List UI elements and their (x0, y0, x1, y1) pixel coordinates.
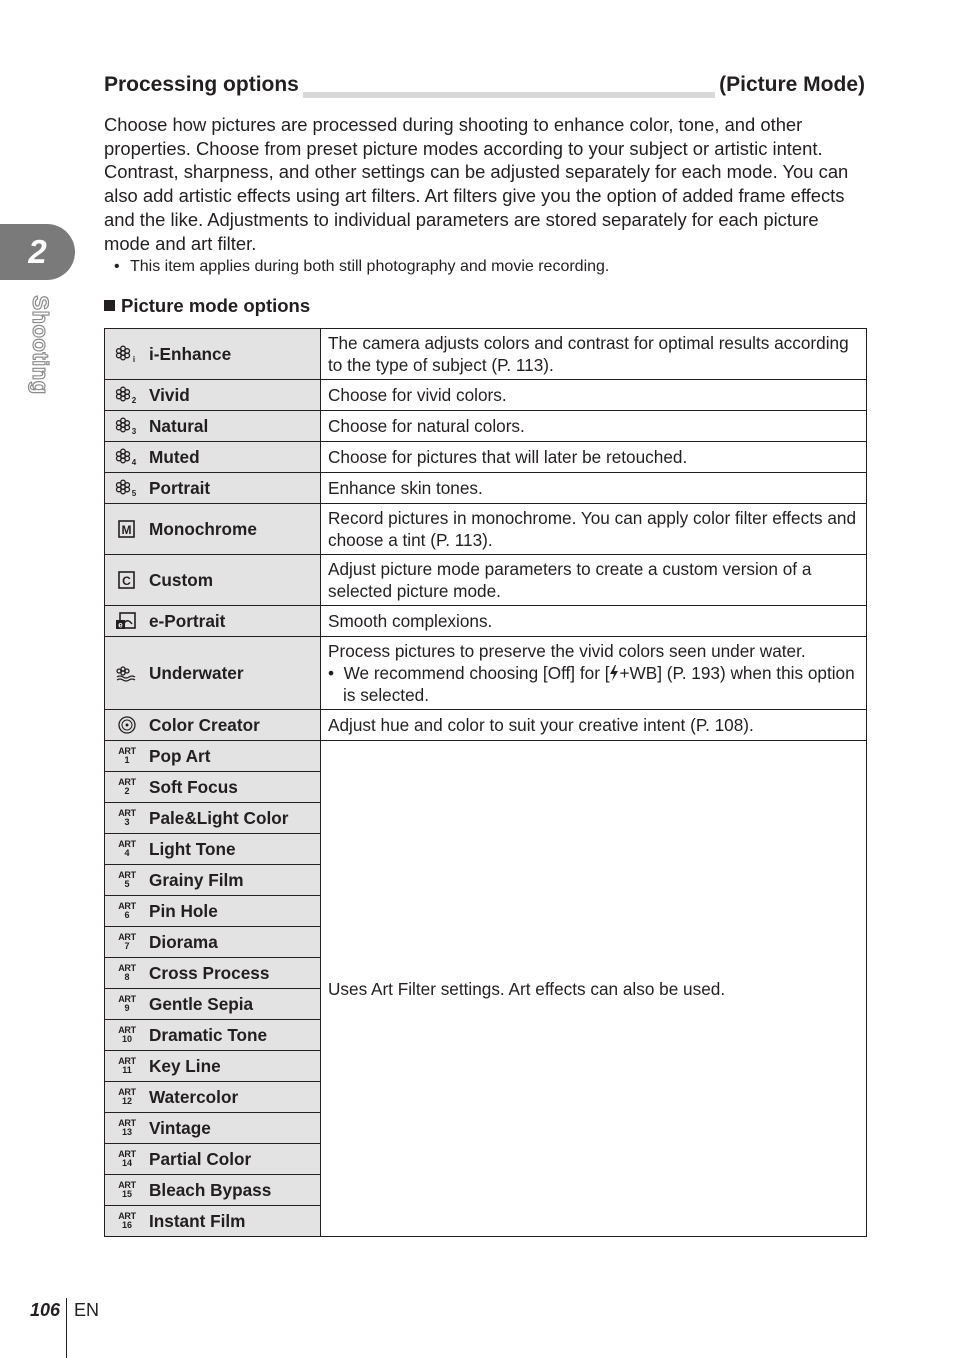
art-badge-text: ART (118, 1211, 136, 1222)
mode-name: i-Enhance (149, 343, 232, 364)
mode-name-cell (105, 442, 321, 473)
art-filter-icon (115, 995, 139, 1013)
vivid-icon (115, 385, 139, 405)
mode-name-cell (105, 927, 321, 958)
heading-mode-label: (Picture Mode) (715, 72, 865, 98)
note-text: This item applies during both still photography and movie recording. (130, 258, 610, 275)
mode-name-cell (105, 1144, 321, 1175)
mode-desc-cell (321, 710, 867, 741)
mode-name: Color Creator (149, 714, 260, 735)
subheading (104, 295, 310, 317)
art-filter-icon (115, 840, 139, 858)
mode-desc-cell (321, 329, 867, 380)
mode-name-cell (105, 710, 321, 741)
mode-name: Custom (149, 569, 213, 590)
art-filter-name: Watercolor (149, 1086, 239, 1107)
monochrome-icon (115, 519, 139, 539)
muted-icon (115, 447, 139, 467)
svg-text:i: i (132, 355, 136, 365)
mode-desc-cell (321, 442, 867, 473)
art-filter-icon (115, 933, 139, 951)
mode-desc-cell (321, 637, 867, 710)
mode-name-cell (105, 473, 321, 504)
art-filter-name: Light Tone (149, 838, 236, 859)
art-filter-number: 14 (121, 1158, 132, 1169)
underwater-icon (115, 663, 139, 683)
mode-name-cell (105, 504, 321, 555)
mode-name-cell (105, 1206, 321, 1237)
natural-icon (115, 416, 139, 436)
mode-name-cell (105, 637, 321, 710)
custom-icon (115, 570, 139, 590)
art-filter-number: 8 (124, 972, 130, 983)
mode-name: Natural (149, 415, 209, 436)
art-filter-name: Soft Focus (149, 776, 238, 797)
table-row (105, 380, 867, 411)
art-filter-number: 13 (121, 1127, 132, 1138)
art-filter-icon (115, 1181, 139, 1199)
table-row (105, 606, 867, 637)
art-filter-name: Bleach Bypass (149, 1179, 272, 1200)
art-filter-name: Key Line (149, 1055, 221, 1076)
svg-text:4: 4 (131, 458, 137, 468)
square-bullet-icon (104, 300, 115, 311)
art-badge-text: ART (118, 1180, 136, 1191)
table-row (105, 329, 867, 380)
mode-desc-cell (321, 380, 867, 411)
art-filter-name: Pop Art (149, 745, 211, 766)
picture-mode-table (104, 328, 867, 1237)
mode-desc-cell (321, 606, 867, 637)
mode-name-cell (105, 834, 321, 865)
table-row (105, 741, 867, 772)
art-filter-icon (115, 871, 139, 889)
art-filter-icon (115, 809, 139, 827)
mode-desc-text: Adjust picture mode parameters to create a custom version of a selected picture mode. (328, 559, 812, 601)
art-filter-name: Pin Hole (149, 900, 218, 921)
table-row (105, 473, 867, 504)
mode-desc-text: Adjust hue and color to suit your creative intent (P. 108). (328, 715, 754, 735)
mode-name-cell (105, 411, 321, 442)
art-filter-number: 5 (124, 879, 130, 890)
art-filter-desc: Uses Art Filter settings. Art effects can also be used. (328, 978, 726, 999)
bullet-icon: • (114, 258, 120, 275)
table-row (105, 710, 867, 741)
art-filter-icon (115, 1150, 139, 1168)
svg-text:3: 3 (131, 427, 137, 437)
art-filter-number: 12 (121, 1096, 132, 1107)
svg-text:C: C (122, 574, 131, 589)
table-row (105, 555, 867, 606)
art-filter-number: 16 (121, 1220, 132, 1231)
mode-desc-cell (321, 555, 867, 606)
mode-name-cell (105, 329, 321, 380)
art-badge-text: ART (118, 1118, 136, 1129)
art-badge-text: ART (118, 963, 136, 974)
art-filter-number: 3 (124, 817, 130, 828)
art-filter-name: Partial Color (149, 1148, 252, 1169)
mode-name: Monochrome (149, 518, 257, 539)
i-enhance-icon (115, 344, 139, 364)
art-badge-text: ART (118, 1025, 136, 1036)
art-badge-text: ART (118, 994, 136, 1005)
art-filter-name: Vintage (149, 1117, 211, 1138)
flash-icon (609, 665, 619, 681)
mode-name-cell (105, 380, 321, 411)
art-filter-name: Instant Film (149, 1210, 246, 1231)
art-filter-name: Pale&Light Color (149, 807, 289, 828)
art-badge-text: ART (118, 870, 136, 881)
art-filter-icon (115, 1057, 139, 1075)
art-filter-number: 2 (124, 786, 130, 797)
svg-text:2: 2 (131, 396, 137, 406)
subheading-text: Picture mode options (121, 295, 311, 316)
art-filter-icon (115, 964, 139, 982)
art-filter-name: Dramatic Tone (149, 1024, 268, 1045)
chapter-tab (0, 224, 75, 280)
art-badge-text: ART (118, 839, 136, 850)
art-filter-number: 1 (124, 755, 130, 766)
mode-name-cell (105, 555, 321, 606)
mode-name: Vivid (149, 384, 190, 405)
art-filter-number: 15 (121, 1189, 132, 1200)
table-row (105, 637, 867, 710)
portrait-icon (115, 478, 139, 498)
art-filter-number: 10 (121, 1034, 132, 1045)
art-badge-text: ART (118, 901, 136, 912)
mode-name-cell (105, 958, 321, 989)
page-number: 106 (30, 1300, 61, 1320)
footer-divider (66, 1298, 67, 1358)
art-badge-text: ART (118, 746, 136, 757)
e-portrait-icon (115, 611, 139, 631)
mode-desc-text: Choose for vivid colors. (328, 385, 507, 405)
art-filter-icon (115, 1212, 139, 1230)
mode-name-cell (105, 1020, 321, 1051)
mode-name: e-Portrait (149, 610, 226, 631)
art-filter-desc-cell (321, 741, 867, 1237)
mode-name-cell (105, 989, 321, 1020)
art-badge-text: ART (118, 1087, 136, 1098)
table-row (105, 411, 867, 442)
mode-desc-text: Record pictures in monochrome. You can apply color filter effects and choose a tint (P. 113). (328, 508, 857, 550)
mode-desc-text: The camera adjusts colors and contrast for optimal results according to the type of subject (P. 113). (328, 333, 849, 375)
art-badge-text: ART (118, 1056, 136, 1067)
art-filter-number: 6 (124, 910, 130, 921)
table-row (105, 504, 867, 555)
art-filter-name: Gentle Sepia (149, 993, 254, 1014)
mode-desc-cell (321, 411, 867, 442)
mode-desc-text: Choose for pictures that will later be retouched. (328, 447, 688, 467)
mode-name: Portrait (149, 477, 211, 498)
art-filter-icon (115, 1026, 139, 1044)
art-badge-text: ART (118, 777, 136, 788)
art-filter-icon (115, 1119, 139, 1137)
picture-mode-table-body (105, 329, 867, 1237)
mode-desc-bullets (328, 662, 858, 706)
mode-name-cell (105, 772, 321, 803)
art-filter-icon (115, 747, 139, 765)
mode-name-cell (105, 1051, 321, 1082)
svg-text:M: M (121, 523, 132, 538)
table-row (105, 442, 867, 473)
mode-name-cell (105, 1113, 321, 1144)
art-filter-name: Grainy Film (149, 869, 244, 890)
mode-desc-text: Process pictures to preserve the vivid colors seen under water. (328, 641, 806, 661)
bullet-text-post: +WB] (P. 193) when this option is selected. (343, 663, 855, 705)
bullet-text-pre: We recommend choosing [Off] for [ (343, 663, 610, 683)
mode-name-cell (105, 803, 321, 834)
mode-name-cell (105, 865, 321, 896)
art-filter-icon (115, 778, 139, 796)
art-filter-name: Cross Process (149, 962, 270, 983)
mode-name-cell (105, 606, 321, 637)
intro-paragraph: Choose how pictures are processed during shooting to enhance color, tone, and other properties. Choose from preset picture modes according to your subject or artistic intent. Contrast, sharpness, and other settings can be adjusted separately for each mode. You can also add artistic effects using art filters. Art filters give you the option of added frame effects and the like. Adjustments to individual parameters are stored separately for each picture mode and art filter. (104, 114, 849, 254)
art-filter-number: 9 (124, 1003, 130, 1014)
art-filter-number: 7 (124, 941, 130, 952)
art-filter-icon (115, 1088, 139, 1106)
mode-desc-text: Smooth complexions. (328, 611, 493, 631)
color-creator-icon (115, 715, 139, 735)
art-filter-number: 11 (122, 1065, 132, 1076)
language-code: EN (74, 1300, 100, 1320)
art-badge-text: ART (118, 1149, 136, 1160)
heading-title: Processing options (104, 72, 303, 98)
mode-name: Underwater (149, 662, 244, 683)
art-filter-name: Diorama (149, 931, 218, 952)
art-badge-text: ART (118, 932, 136, 943)
svg-text:e: e (118, 620, 123, 630)
mode-desc-bullet: • We recommend choosing [Off] for [ +WB] (P. 193) when this option is selected. (328, 663, 855, 705)
mode-name: Muted (149, 446, 200, 467)
art-filter-icon (115, 902, 139, 920)
mode-name-cell (105, 1082, 321, 1113)
chapter-number: 2 (28, 233, 47, 270)
mode-name-cell (105, 741, 321, 772)
mode-name-cell (105, 896, 321, 927)
mode-name-cell (105, 1175, 321, 1206)
svg-text:5: 5 (131, 489, 137, 499)
art-badge-text: ART (118, 808, 136, 819)
mode-desc-text: Enhance skin tones. (328, 478, 483, 498)
mode-desc-cell (321, 473, 867, 504)
section-heading (104, 72, 865, 102)
chapter-label: Shooting (28, 295, 53, 395)
mode-desc-cell (321, 504, 867, 555)
art-filter-number: 4 (124, 848, 130, 859)
note (114, 257, 854, 277)
mode-desc-text: Choose for natural colors. (328, 416, 525, 436)
